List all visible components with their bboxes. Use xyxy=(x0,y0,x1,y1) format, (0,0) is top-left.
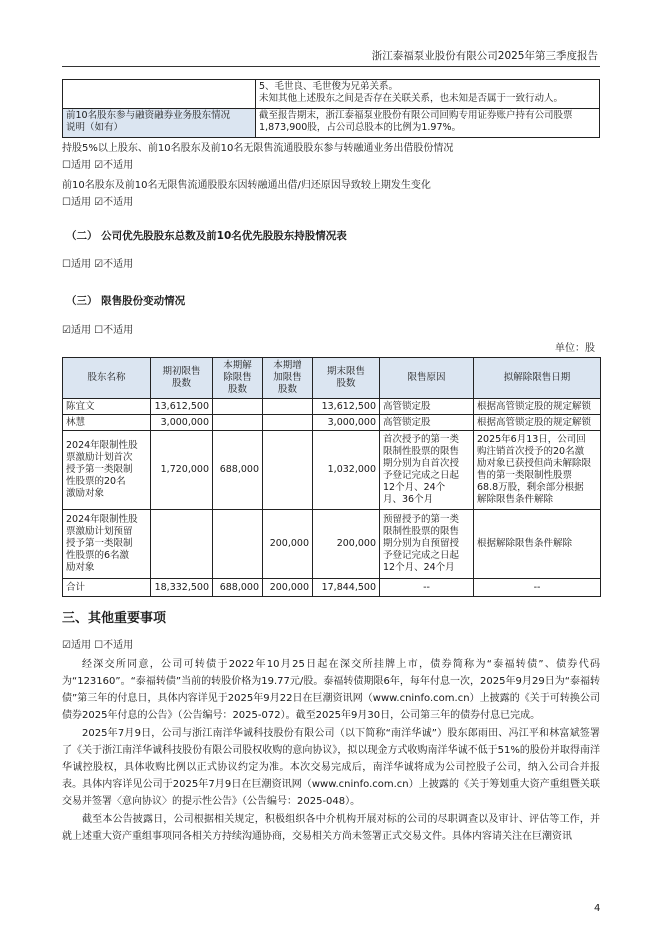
header-end-shares: 期末限售 股数 xyxy=(313,358,380,399)
table-cell-name xyxy=(63,510,151,579)
paragraph-acquisition: 2025年7月9日，公司与浙江南洋华诚科技股份有限公司（以下简称“南洋华诚”）股东郎雨田、冯江平和林富斌签署了《关于浙江南洋华诚科技股份有限公司股权收购的意向协议》，拟以现金方式收购南洋华诚不低于51%的股份并取得南洋华诚控股权，具体收购比例以正式协议约定为准。本次交易完成后，南洋华诚将成为公司控股子公司，纳入公司合并报表。具体内容详见公司于2025年7月9日在巨潮资讯网（www.cninfo.com.cn）上披露的《关于筹划重大资产重组暨关联交易并签署〈意向协议〉的提示性公告》（公告编号：2025-048）。 xyxy=(62,728,600,807)
table-cell-reason xyxy=(380,399,474,415)
paragraph-convertible-bond: 经深交所同意，公司可转债于2022年10月25日起在深交所挂牌上市，债券简称为“泰福转债”、债券代码为“123160”。“泰福转债”当前的转股价格为19.77元/股。泰福转债期限6年，每年付息一次，2025年9月29日为“泰福转债”第三年的付息日，具体内容详见于2025年9月22日在巨潮资讯网（www.cninfo.com.cn）上披露的《关于可转换公司债券2025年付息的公告》（公告编号：2025-072）。截至2025年9月30日，公司第三年的债券付息已完成。 xyxy=(62,659,600,721)
cell-text-line: 期分别为自预留授 xyxy=(383,538,460,549)
table-cell-name xyxy=(63,399,151,415)
table-cell-added xyxy=(263,431,313,510)
cell-value: 688,000 xyxy=(219,581,259,593)
header-restriction-reason: 限售原因 xyxy=(380,358,474,399)
cell-text-line: 2024年限制性股 xyxy=(66,514,138,525)
lending-section-title: 持股5%以上股东、前10名股东及前10名无限售流通股股东参与转融通业务出借股份情况 xyxy=(62,143,454,154)
cell-value: 3,000,000 xyxy=(160,416,209,428)
table-row xyxy=(63,399,601,415)
page-number: 4 xyxy=(594,903,601,914)
cell-text-line: 月、36个月 xyxy=(383,494,434,505)
preferred-applicable: ☐适用 ☑不适用 xyxy=(62,259,134,270)
restricted-shares-table xyxy=(62,357,601,597)
table-row xyxy=(63,431,601,510)
cell-text-line: 授予第一类限制 xyxy=(66,464,133,475)
cell-value: 200,000 xyxy=(269,581,309,593)
other-matters-heading: 三、其他重要事项 xyxy=(62,611,167,626)
table-cell-name xyxy=(63,579,151,597)
table-cell xyxy=(256,80,600,109)
shareholder-relationship-table xyxy=(62,79,600,138)
restricted-applicable: ☑适用 ☐不适用 xyxy=(62,325,134,336)
cell-text-line: 合计 xyxy=(66,581,86,593)
lending-applicable: ☐适用 ☑不适用 xyxy=(62,160,134,171)
cell-text-line: -- xyxy=(423,581,430,593)
change-applicable: ☐适用 ☑不适用 xyxy=(62,197,134,208)
other-applicable: ☑适用 ☐不适用 xyxy=(62,640,134,651)
relationship-text-2: 未知其他上述股东之间是否存在关联关系，也未知是否属于一致行动人。 xyxy=(259,93,564,104)
table-cell xyxy=(63,109,256,138)
cell-text-line: 激励对象 xyxy=(66,488,105,499)
table-row xyxy=(63,80,600,109)
table-cell-begin xyxy=(151,431,213,510)
table-cell-added xyxy=(263,579,313,597)
cell-text-line: 12个月、24个 xyxy=(383,482,446,493)
table-cell-begin xyxy=(151,510,213,579)
cell-text-line: 2024年限制性股 xyxy=(66,440,138,451)
table-cell-released xyxy=(213,399,263,415)
table-cell-date xyxy=(474,510,601,579)
header-divider xyxy=(62,66,600,67)
cell-text-line: 励对象已获授但尚未解除限 xyxy=(477,458,592,469)
cell-value: 3,000,000 xyxy=(327,416,376,428)
margin-text-2: 1,873,900股，占公司总股本的比例为1.97%。 xyxy=(259,122,462,133)
table-header-row xyxy=(63,358,601,399)
cell-text-line: 励对象 xyxy=(66,562,95,573)
table-cell-name xyxy=(63,431,151,510)
cell-text-line: 购注销首次授予的20名激 xyxy=(477,446,585,457)
change-section-title: 前10名股东及前10名无限售流通股股东因转融通出借/归还原因导致较上期发生变化 xyxy=(62,180,431,191)
restricted-section-heading: （三） 限售股份变动情况 xyxy=(66,295,186,307)
table-cell-end xyxy=(313,579,380,597)
cell-text-line: 首次授予的第一类 xyxy=(383,434,460,445)
table-cell-reason xyxy=(380,579,474,597)
paragraph-restructuring: 截至本公告披露日，公司根据相关规定，积极组织各中介机构开展对标的公司的尽职调查以及审计、评估等工作，并就上述重大资产重组事项同各相关方持续沟通协商，交易相关方尚未签署正式交易文件。具体内容请关注在巨潮资讯 xyxy=(62,814,600,842)
unit-label: 单位：股 xyxy=(555,343,595,354)
table-cell-date xyxy=(474,399,601,415)
cell-text-line: 解除限售条件解除 xyxy=(477,494,554,505)
table-cell-date xyxy=(474,579,601,597)
table-row xyxy=(63,510,601,579)
cell-text-line: 根据高管锁定股的规定解锁 xyxy=(477,416,592,428)
table-cell-name xyxy=(63,415,151,431)
cell-text-line: 限制性股票的限售 xyxy=(383,526,460,537)
header-release-date: 拟解除限售日期 xyxy=(474,358,601,399)
report-header-title: 浙江泰福泵业股份有限公司2025年第三季度报告 xyxy=(371,50,598,62)
cell-text-line: 12个月、24个月 xyxy=(383,562,455,573)
margin-label-2: 说明（如有） xyxy=(66,122,124,133)
cell-text-line: 授予第一类限制 xyxy=(66,538,133,549)
table-cell-begin xyxy=(151,579,213,597)
cell-text-line: 预留授予的第一类 xyxy=(383,514,460,525)
table-cell-end xyxy=(313,415,380,431)
cell-value: 1,720,000 xyxy=(160,464,209,475)
header-added-shares: 本期增 加限售 股数 xyxy=(263,358,313,399)
relationship-text-1: 5、毛世良、毛世俊为兄弟关系。 xyxy=(259,81,399,92)
table-cell-released xyxy=(213,431,263,510)
cell-text-line: 予登记完成之日起 xyxy=(383,470,460,481)
table-cell xyxy=(63,80,256,109)
cell-text-line: 售的第一类限制性股票 xyxy=(477,470,573,481)
cell-text-line: 予登记完成之日起 xyxy=(383,550,460,561)
cell-text-line: 根据解除限售条件解除 xyxy=(477,538,573,549)
table-cell-end xyxy=(313,431,380,510)
table-cell-end xyxy=(313,510,380,579)
table-cell-reason xyxy=(380,431,474,510)
table-cell xyxy=(256,109,600,138)
cell-text-line: 2025年6月13日，公司回 xyxy=(477,434,586,445)
cell-text-line: 期分别为自首次授 xyxy=(383,458,460,469)
header-begin-shares: 期初限售 股数 xyxy=(151,358,213,399)
cell-value: 688,000 xyxy=(219,464,259,475)
cell-text-line: 票激励计划首次 xyxy=(66,452,133,463)
table-row xyxy=(63,415,601,431)
cell-value: 200,000 xyxy=(269,538,309,549)
table-cell-date xyxy=(474,415,601,431)
cell-value: 13,612,500 xyxy=(321,400,376,412)
table-row xyxy=(63,109,600,138)
cell-text-line: 陈宜文 xyxy=(66,400,95,412)
table-cell-reason xyxy=(380,510,474,579)
table-cell-released xyxy=(213,415,263,431)
cell-text-line: 性股票的20名 xyxy=(66,476,126,487)
table-cell-begin xyxy=(151,399,213,415)
cell-text-line: 限制性股票的限售 xyxy=(383,446,460,457)
table-cell-end xyxy=(313,399,380,415)
cell-text-line: 根据高管锁定股的规定解锁 xyxy=(477,400,592,412)
table-cell-released xyxy=(213,579,263,597)
cell-value: 1,032,000 xyxy=(327,464,376,475)
cell-text-line: 票激励计划预留 xyxy=(66,526,133,537)
cell-text-line: 高管锁定股 xyxy=(383,416,431,428)
cell-text-line: 高管锁定股 xyxy=(383,400,431,412)
table-cell-released xyxy=(213,510,263,579)
table-row xyxy=(63,579,601,597)
cell-text-line: 68.8万股，剩余部分根据 xyxy=(477,482,584,493)
table-cell-begin xyxy=(151,415,213,431)
cell-text-line: -- xyxy=(533,581,541,593)
table-cell-added xyxy=(263,399,313,415)
preferred-section-heading: （二） 公司优先股股东总数及前10名优先股股东持股情况表 xyxy=(66,230,347,242)
header-shareholder-name: 股东名称 xyxy=(63,358,151,399)
cell-value: 18,332,500 xyxy=(154,581,209,593)
header-released-shares: 本期解 除限售 股数 xyxy=(213,358,263,399)
cell-text-line: 林慧 xyxy=(66,416,86,428)
table-cell-reason xyxy=(380,415,474,431)
cell-value: 13,612,500 xyxy=(154,400,209,412)
table-cell-date xyxy=(474,431,601,510)
cell-value: 200,000 xyxy=(336,538,376,549)
table-cell-added xyxy=(263,415,313,431)
margin-label-1: 前10名股东参与融资融券业务股东情况 xyxy=(66,110,231,121)
margin-text-1: 截至报告期末，浙江泰福泵业股份有限公司回购专用证券账户持有公司股票 xyxy=(259,110,573,121)
cell-value: 17,844,500 xyxy=(321,581,376,593)
table-cell-added xyxy=(263,510,313,579)
cell-text-line: 性股票的6名激 xyxy=(66,550,130,561)
